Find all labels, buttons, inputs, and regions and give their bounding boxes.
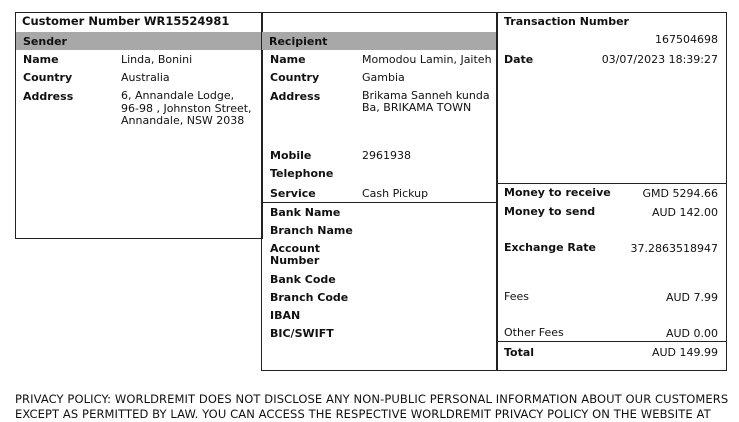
- account-number-label: Account Number: [270, 242, 321, 267]
- fees: AUD 7.99: [665, 291, 718, 304]
- sender-country: Australia: [121, 71, 170, 84]
- recipient-header: Recipient: [262, 32, 497, 50]
- total-label: Total: [504, 346, 535, 359]
- privacy-policy-line: EXCEPT AS PERMITTED BY LAW. YOU CAN ACCESS THE RESPECTIVE WORLDREMIT PRIVACY POLICY ON THE WEBSITE AT: [15, 407, 711, 421]
- privacy-policy-line: PRIVACY POLICY: WORLDREMIT DOES NOT DISCLOSE ANY NON-PUBLIC PERSONAL INFORMATION ABOUT OUR CUSTOMERS: [15, 392, 729, 406]
- recipient-address-line: Ba, BRIKAMA TOWN: [362, 101, 472, 114]
- recipient-address-line: Brikama Sanneh kunda: [362, 89, 490, 102]
- other-fees-label: Other Fees: [504, 326, 564, 339]
- recipient-service: Cash Pickup: [362, 187, 429, 200]
- sender-address-line: 96-98 , Johnston Street,: [121, 101, 252, 115]
- sender-address-line: Annandale, NSW 2038: [121, 114, 245, 127]
- money-to-receive-label: Money to receive: [504, 186, 611, 199]
- recipient-address-label: Address: [270, 90, 321, 103]
- customer-number: Customer Number WR15524981: [22, 14, 230, 28]
- fees-label: Fees: [504, 290, 529, 303]
- branch-code-label: Branch Code: [270, 291, 349, 304]
- exchange-rate: 37.2863518947: [630, 242, 718, 255]
- sender-header: Sender: [16, 32, 262, 50]
- bic-swift-label: BIC/SWIFT: [270, 327, 334, 340]
- transaction-date: 03/07/2023 18:39:27: [601, 53, 718, 66]
- bank-code-label: Bank Code: [270, 273, 336, 286]
- recipient-mobile: 2961938: [362, 149, 411, 162]
- bank-name-label: Bank Name: [270, 206, 341, 219]
- privacy-policy: [15, 392, 728, 422]
- exchange-rate-label: Exchange Rate: [504, 241, 596, 254]
- sender-address-label: Address: [23, 90, 74, 103]
- recipient-address: [362, 90, 490, 114]
- iban-label: IBAN: [270, 309, 301, 322]
- sender-address: [121, 90, 252, 128]
- recipient-country: Gambia: [362, 71, 405, 84]
- recipient-name: Momodou Lamin, Jaiteh: [362, 53, 492, 66]
- sender-name-label: Name: [23, 53, 59, 66]
- transaction-number-label: Transaction Number: [504, 15, 629, 28]
- money-to-send-label: Money to send: [504, 205, 596, 218]
- total: AUD 149.99: [651, 346, 718, 359]
- transaction-number: 167504698: [655, 33, 718, 46]
- bank-divider: [261, 202, 498, 203]
- recipient-name-label: Name: [270, 53, 306, 66]
- date-label: Date: [504, 53, 534, 66]
- recipient-country-label: Country: [270, 71, 320, 84]
- sender-country-label: Country: [23, 71, 73, 84]
- sender-name: Linda, Bonini: [121, 53, 193, 66]
- recipient-mobile-label: Mobile: [270, 149, 312, 162]
- branch-name-label: Branch Name: [270, 224, 353, 237]
- recipient-telephone-label: Telephone: [270, 167, 334, 180]
- recipient-service-label: Service: [270, 187, 316, 200]
- sender-address-line: 6, Annandale Lodge,: [121, 89, 235, 102]
- other-fees: AUD 0.00: [665, 327, 718, 340]
- money-to-receive: GMD 5294.66: [642, 187, 718, 200]
- money-to-send: AUD 142.00: [651, 206, 718, 219]
